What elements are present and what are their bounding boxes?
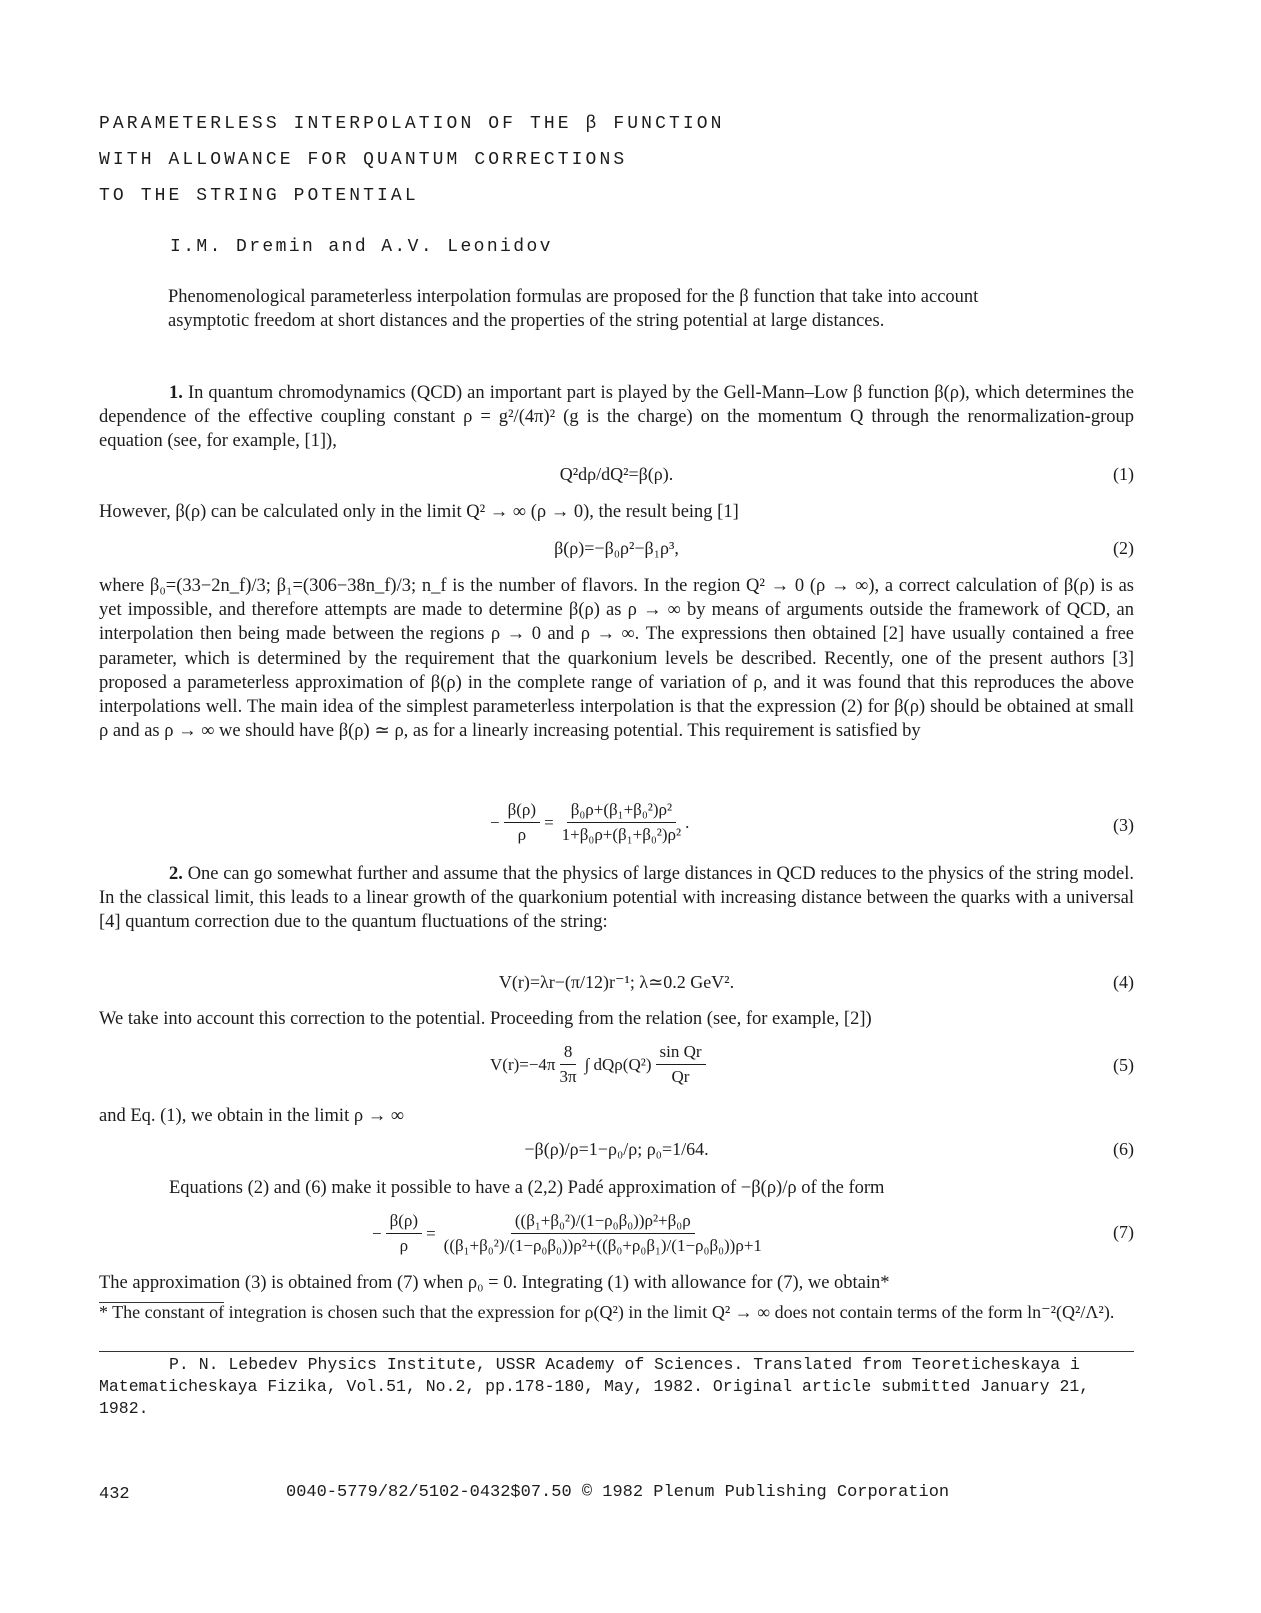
- eq5-lhs: V(r)=−4π: [490, 1054, 556, 1074]
- section-2-after-eq4: We take into account this correction to the potential. Proceeding from the relation (see, for example, [2]): [99, 1009, 872, 1029]
- eq3-rhs-numerator: β₀ρ+(β₁+β₀²)ρ²: [567, 800, 676, 823]
- eq7-rhs-denominator: ((β₁+β₀²)/(1−ρ₀β₀))ρ²+((β₀+ρ₀β₁)/(1−ρ₀β₀))ρ+1: [443, 1236, 762, 1255]
- section-2-after-eq6: Equations (2) and (6) make it possible to have a (2,2) Padé approximation of −β(ρ)/ρ of the form: [169, 1178, 885, 1198]
- equation-4-number: (4): [1113, 972, 1134, 992]
- section-2-number: 2.: [169, 864, 183, 884]
- section-2-intro: [99, 862, 1134, 935]
- equation-3: − $\frac{\beta(\rho)}{\rho}$ = $\frac{\text{β₀ρ+(β₁+β₀²)ρ²}}{\text{1+β₀ρ+(β₁+β₀²)ρ²}}$ .: [490, 800, 690, 844]
- eq5-integral: ∫ dQρ(Q²): [584, 1054, 652, 1074]
- footnote: * The constant of integration is chosen such that the expression for ρ(Q²) in the limit Q² → ∞ does not contain terms of the form ln⁻²(Q²/Λ²).: [99, 1302, 1115, 1322]
- equation-5: [490, 1042, 706, 1087]
- section-2-after-eq7: The approximation (3) is obtained from (7) when ρ₀ = 0. Integrating (1) with allowance for (7), we obtain*: [99, 1273, 890, 1293]
- eq7-lhs-numerator: β(ρ): [386, 1211, 422, 1234]
- section-1-intro-text: In quantum chromodynamics (QCD) an important part is played by the Gell-Mann–Low β function β(ρ), which determines the dependence of the effective coupling constant ρ = g²/(4π)² (g is the charge) on the momentum Q through the renormalization-group equation (see, for example, [1]),: [99, 383, 1134, 452]
- equation-7: − $\frac{\beta(\rho)}{\rho}$ = $\frac{\text{((β₁+β₀²)/(1−ρ₀β₀))ρ²+β₀ρ}}{\text{((β₁+β₀²)/(1−ρ₀β₀))ρ²+((β₀+ρ₀β₁)/(1−ρ₀β₀))ρ+1}}$: [368, 1211, 766, 1256]
- eq5-trig-numerator: sin Qr: [656, 1042, 706, 1065]
- section-1-number: 1.: [169, 383, 183, 403]
- equation-6-number: (6): [1113, 1139, 1134, 1159]
- section-2-intro-text: One can go somewhat further and assume that the physics of large distances in QCD reduces to the physics of the string model. In the classical limit, this leads to a linear growth of the quarkonium potential with increasing distance between the quarks with a universal [4] quantum correction due to the quantum fluctuations of the string:: [99, 864, 1135, 933]
- equation-6-body: −β(ρ)/ρ=1−ρ₀/ρ; ρ₀=1/64.: [524, 1139, 709, 1159]
- section-1-after-eq1: However, β(ρ) can be calculated only in the limit Q² → ∞ (ρ → 0), the result being [1]: [99, 502, 739, 522]
- eq5-coef-numerator: 8: [560, 1042, 577, 1065]
- equation-2-body: β(ρ)=−β₀ρ²−β₁ρ³,: [554, 538, 679, 558]
- equation-1-number: (1): [1113, 464, 1134, 484]
- affiliation-rule: [99, 1351, 1134, 1352]
- eq7-lhs-denominator: ρ: [399, 1236, 409, 1255]
- equation-2-number: (2): [1113, 538, 1134, 558]
- equation-4-body: V(r)=λr−(π/12)r⁻¹; λ≃0.2 GeV².: [498, 972, 735, 992]
- equation-5-number: (5): [1113, 1055, 1134, 1075]
- authors: I.M. Dremin and A.V. Leonidov: [170, 237, 553, 257]
- title-line-2: WITH ALLOWANCE FOR QUANTUM CORRECTIONS: [99, 150, 628, 170]
- page-number: 432: [99, 1485, 130, 1504]
- section-1-after-eq2: where β₀=(33−2n_f)/3; β₁=(306−38n_f)/3; n_f is the number of flavors. In the region Q² → 0 (ρ → ∞), a correct calculation of β(ρ) is as yet impossible, and therefore attempts are made to determine β(ρ) as ρ → ∞ by means of arguments outside the framework of QCD, an interpolation then being made between the regions ρ → 0 and ρ → ∞. The expressions then obtained [2] have usually contained a free parameter, which is determined by the requirement that the quarkonium levels be described. Recently, one of the present authors [3] proposed a parameterless approximation of β(ρ) in the complete range of variation of ρ, and it was found that this reproduces the above interpolations well. The main idea of the simplest parameterless interpolation is that the expression (2) for β(ρ) should be obtained at small ρ and as ρ → ∞ we should have β(ρ) ≃ ρ, as for a linearly increasing potential. This requirement is satisfied by: [99, 576, 1134, 742]
- copyright-line: 0040-5779/82/5102-0432$07.50 © 1982 Plenum Publishing Corporation: [286, 1483, 950, 1502]
- title-line-1: PARAMETERLESS INTERPOLATION OF THE β FUNCTION: [99, 114, 725, 134]
- eq3-lhs-denominator: ρ: [517, 825, 527, 844]
- affiliation: P. N. Lebedev Physics Institute, USSR Academy of Sciences. Translated from Teoreticheskaya i Matematicheskaya Fizika, Vol.51, No.2, pp.178-180, May, 1982. Original article submitted January 21, 1982.: [99, 1355, 1090, 1418]
- equation-1-body: Q²dρ/dQ²=β(ρ).: [559, 464, 674, 484]
- title-line-3: TO THE STRING POTENTIAL: [99, 186, 419, 206]
- eq5-trig-denominator: Qr: [671, 1067, 690, 1086]
- equation-3-number: (3): [1113, 815, 1134, 835]
- section-2-after-eq5: and Eq. (1), we obtain in the limit ρ → ∞: [99, 1106, 405, 1126]
- eq3-lhs-numerator: β(ρ): [504, 800, 540, 823]
- abstract: Phenomenological parameterless interpolation formulas are proposed for the β function that take into account asymptotic freedom at short distances and the properties of the string potential at large distances.: [168, 287, 979, 331]
- section-1-intro: [99, 381, 1134, 454]
- eq3-rhs-denominator: 1+β₀ρ+(β₁+β₀²)ρ²: [561, 825, 682, 844]
- equation-7-number: (7): [1113, 1222, 1134, 1242]
- eq5-coef-denominator: 3π: [559, 1067, 577, 1086]
- eq7-rhs-numerator: ((β₁+β₀²)/(1−ρ₀β₀))ρ²+β₀ρ: [511, 1211, 695, 1234]
